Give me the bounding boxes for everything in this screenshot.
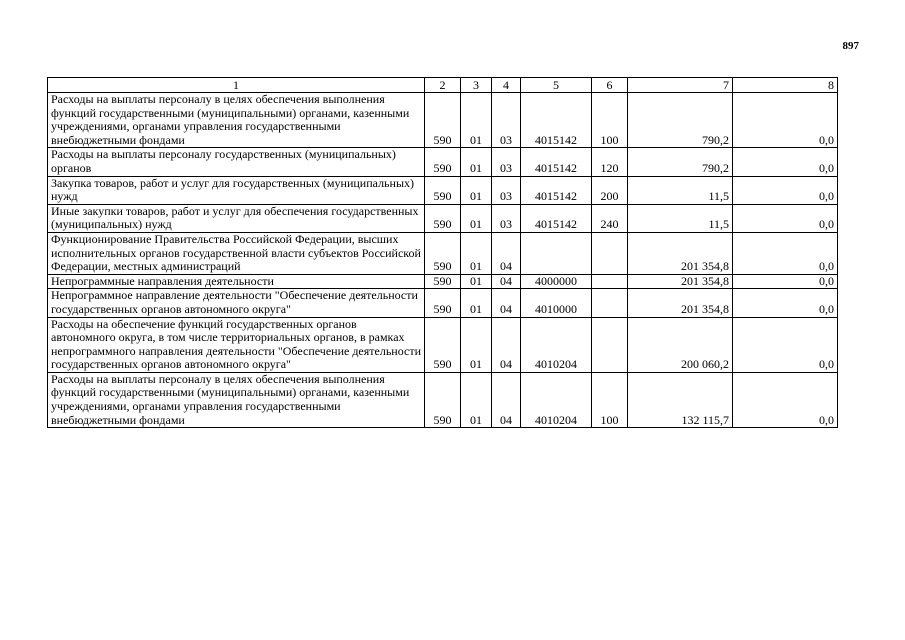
cell-amount-second: 0,0 bbox=[733, 93, 838, 148]
table-row bbox=[48, 204, 838, 232]
column-header: 7 bbox=[628, 78, 733, 93]
cell-expense-type: 240 bbox=[592, 204, 628, 232]
cell-amount-second: 0,0 bbox=[733, 289, 838, 317]
cell-target-article: 4010204 bbox=[521, 372, 592, 427]
cell-section: 01 bbox=[461, 176, 492, 204]
cell-ministry: 590 bbox=[425, 372, 461, 427]
table-header-row bbox=[48, 78, 838, 93]
cell-expense-type: 200 bbox=[592, 176, 628, 204]
row-name: Функционирование Правительства Российской Федерации, высших исполнительных органов государственной власти субъектов Российской Федерации, местных администраций bbox=[48, 232, 425, 274]
cell-amount-second: 0,0 bbox=[733, 372, 838, 427]
cell-section: 01 bbox=[461, 93, 492, 148]
cell-amount-second: 0,0 bbox=[733, 317, 838, 372]
row-name: Закупка товаров, работ и услуг для государственных (муниципальных) нужд bbox=[48, 176, 425, 204]
cell-amount: 11,5 bbox=[628, 204, 733, 232]
column-header: 5 bbox=[521, 78, 592, 93]
table-row bbox=[48, 232, 838, 274]
budget-table bbox=[47, 77, 838, 428]
cell-subsection: 03 bbox=[492, 204, 521, 232]
cell-target-article: 4015142 bbox=[521, 176, 592, 204]
row-name: Иные закупки товаров, работ и услуг для обеспечения государственных (муниципальных) нужд bbox=[48, 204, 425, 232]
cell-amount: 790,2 bbox=[628, 148, 733, 176]
cell-ministry: 590 bbox=[425, 289, 461, 317]
cell-amount: 201 354,8 bbox=[628, 289, 733, 317]
cell-amount: 132 115,7 bbox=[628, 372, 733, 427]
cell-section: 01 bbox=[461, 274, 492, 289]
row-name: Непрограммное направление деятельности "Обеспечение деятельности государственных органов автономного округа" bbox=[48, 289, 425, 317]
cell-expense-type: 120 bbox=[592, 148, 628, 176]
cell-subsection: 04 bbox=[492, 289, 521, 317]
cell-amount-second: 0,0 bbox=[733, 274, 838, 289]
cell-subsection: 03 bbox=[492, 176, 521, 204]
column-header: 3 bbox=[461, 78, 492, 93]
cell-ministry: 590 bbox=[425, 317, 461, 372]
cell-amount-second: 0,0 bbox=[733, 176, 838, 204]
cell-ministry: 590 bbox=[425, 148, 461, 176]
cell-expense-type: 100 bbox=[592, 372, 628, 427]
cell-amount: 790,2 bbox=[628, 93, 733, 148]
cell-subsection: 04 bbox=[492, 232, 521, 274]
row-name: Расходы на выплаты персоналу государственных (муниципальных) органов bbox=[48, 148, 425, 176]
row-name: Расходы на обеспечение функций государственных органов автономного округа, в том числе территориальных органов, в рамках непрограммного направления деятельности "Обеспечение деятельности государственных органов автономного округа" bbox=[48, 317, 425, 372]
cell-subsection: 04 bbox=[492, 274, 521, 289]
cell-target-article: 4015142 bbox=[521, 148, 592, 176]
cell-amount: 11,5 bbox=[628, 176, 733, 204]
row-name: Непрограммные направления деятельности bbox=[48, 274, 425, 289]
cell-ministry: 590 bbox=[425, 204, 461, 232]
cell-subsection: 03 bbox=[492, 93, 521, 148]
cell-target-article: 4010204 bbox=[521, 317, 592, 372]
cell-section: 01 bbox=[461, 204, 492, 232]
cell-target-article: 4010000 bbox=[521, 289, 592, 317]
column-header: 6 bbox=[592, 78, 628, 93]
cell-target-article bbox=[521, 232, 592, 274]
cell-subsection: 04 bbox=[492, 317, 521, 372]
cell-expense-type: 100 bbox=[592, 93, 628, 148]
cell-expense-type bbox=[592, 232, 628, 274]
table-row bbox=[48, 317, 838, 372]
table-row bbox=[48, 289, 838, 317]
cell-ministry: 590 bbox=[425, 93, 461, 148]
cell-amount: 201 354,8 bbox=[628, 232, 733, 274]
table-row bbox=[48, 176, 838, 204]
table-row bbox=[48, 93, 838, 148]
cell-amount: 200 060,2 bbox=[628, 317, 733, 372]
cell-expense-type bbox=[592, 289, 628, 317]
cell-section: 01 bbox=[461, 232, 492, 274]
cell-expense-type bbox=[592, 317, 628, 372]
cell-amount-second: 0,0 bbox=[733, 204, 838, 232]
cell-ministry: 590 bbox=[425, 232, 461, 274]
table-row bbox=[48, 274, 838, 289]
column-header: 2 bbox=[425, 78, 461, 93]
cell-section: 01 bbox=[461, 317, 492, 372]
cell-section: 01 bbox=[461, 148, 492, 176]
cell-amount-second: 0,0 bbox=[733, 232, 838, 274]
column-header: 1 bbox=[48, 78, 425, 93]
cell-section: 01 bbox=[461, 372, 492, 427]
cell-expense-type bbox=[592, 274, 628, 289]
cell-subsection: 04 bbox=[492, 372, 521, 427]
row-name: Расходы на выплаты персоналу в целях обеспечения выполнения функций государственными (муниципальными) органами, казенными учреждениями, органами управления государственными внебюджетными фондами bbox=[48, 93, 425, 148]
page-number: 897 bbox=[842, 40, 859, 52]
column-header: 4 bbox=[492, 78, 521, 93]
cell-amount: 201 354,8 bbox=[628, 274, 733, 289]
cell-ministry: 590 bbox=[425, 274, 461, 289]
row-name: Расходы на выплаты персоналу в целях обеспечения выполнения функций государственными (муниципальными) органами, казенными учреждениями, органами управления государственными внебюджетными фондами bbox=[48, 372, 425, 427]
cell-amount-second: 0,0 bbox=[733, 148, 838, 176]
cell-target-article: 4015142 bbox=[521, 204, 592, 232]
cell-target-article: 4000000 bbox=[521, 274, 592, 289]
table-row bbox=[48, 372, 838, 427]
cell-ministry: 590 bbox=[425, 176, 461, 204]
table-row bbox=[48, 148, 838, 176]
column-header: 8 bbox=[733, 78, 838, 93]
cell-section: 01 bbox=[461, 289, 492, 317]
cell-target-article: 4015142 bbox=[521, 93, 592, 148]
cell-subsection: 03 bbox=[492, 148, 521, 176]
